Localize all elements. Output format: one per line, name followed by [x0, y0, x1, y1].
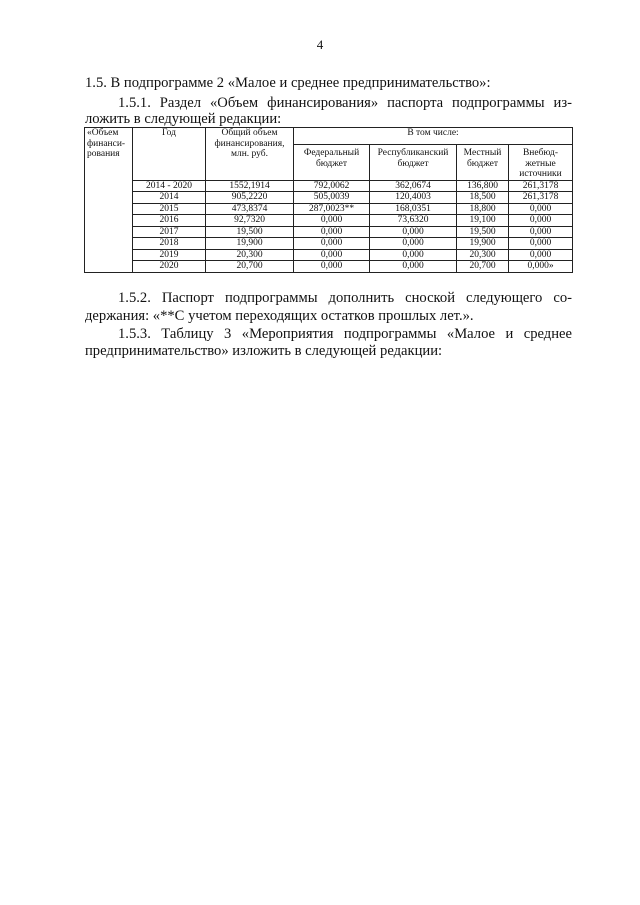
paragraph-1-5: 1.5. В подпрограмме 2 «Малое и среднее предпринимательство»:	[85, 75, 491, 91]
paragraph-1-5-1-line-1: 1.5.1. Раздел «Объем финансирования» паспорта подпрограммы из-	[118, 95, 572, 111]
paragraph-1-5-2-line-2: держания: «**С учетом переходящих остатков прошлых лет.».	[85, 308, 474, 324]
paragraph-1-5-3-line-1: 1.5.3. Таблицу 3 «Мероприятия подпрограммы «Малое и среднее	[118, 326, 572, 342]
row-label-line: «Объем	[87, 128, 119, 138]
header-including: В том числе:	[294, 128, 573, 145]
header-federal: Федеральный бюджет	[294, 145, 370, 181]
header-offbudget: Внебюд- жетные источники	[509, 145, 573, 181]
header-year: Год	[133, 128, 206, 181]
table-row: 2018 19,900 0,000 0,000 19,900 0,000	[85, 238, 573, 250]
table-row: 2015 473,8374 287,0023** 168,0351 18,800 0,000	[85, 203, 573, 215]
table-header-row-1	[85, 128, 573, 145]
table-row: 2019 20,300 0,000 0,000 20,300 0,000	[85, 249, 573, 261]
page-number: 4	[316, 37, 324, 52]
table-row: 2017 19,500 0,000 0,000 19,500 0,000	[85, 226, 573, 238]
paragraph-1-5-2-line-1: 1.5.2. Паспорт подпрограммы дополнить сноской следующего со-	[118, 290, 572, 306]
row-label-line: рования	[87, 149, 120, 159]
paragraph-1-5-1-line-2: ложить в следующей редакции:	[85, 111, 282, 127]
header-total: Общий объем финансирования, млн. руб.	[206, 128, 294, 181]
table-row: 2014 905,2220 505,0039 120,4003 18,500 261,3178	[85, 192, 573, 204]
table-row: 2020 20,700 0,000 0,000 20,700 0,000»	[85, 261, 573, 273]
row-label-line: финанси-	[87, 138, 126, 149]
row-label-cell	[85, 128, 133, 273]
header-republic: Республиканский бюджет	[370, 145, 457, 181]
header-local: Местный бюджет	[457, 145, 509, 181]
paragraph-1-5-3-line-2: предпринимательство» изложить в следующей редакции:	[85, 343, 443, 359]
table-row: 2014 - 2020 1552,1914 792,0062 362,0674 136,800 261,3178	[85, 180, 573, 192]
financing-table	[84, 127, 573, 273]
table-row: 2016 92,7320 0,000 73,6320 19,100 0,000	[85, 215, 573, 227]
